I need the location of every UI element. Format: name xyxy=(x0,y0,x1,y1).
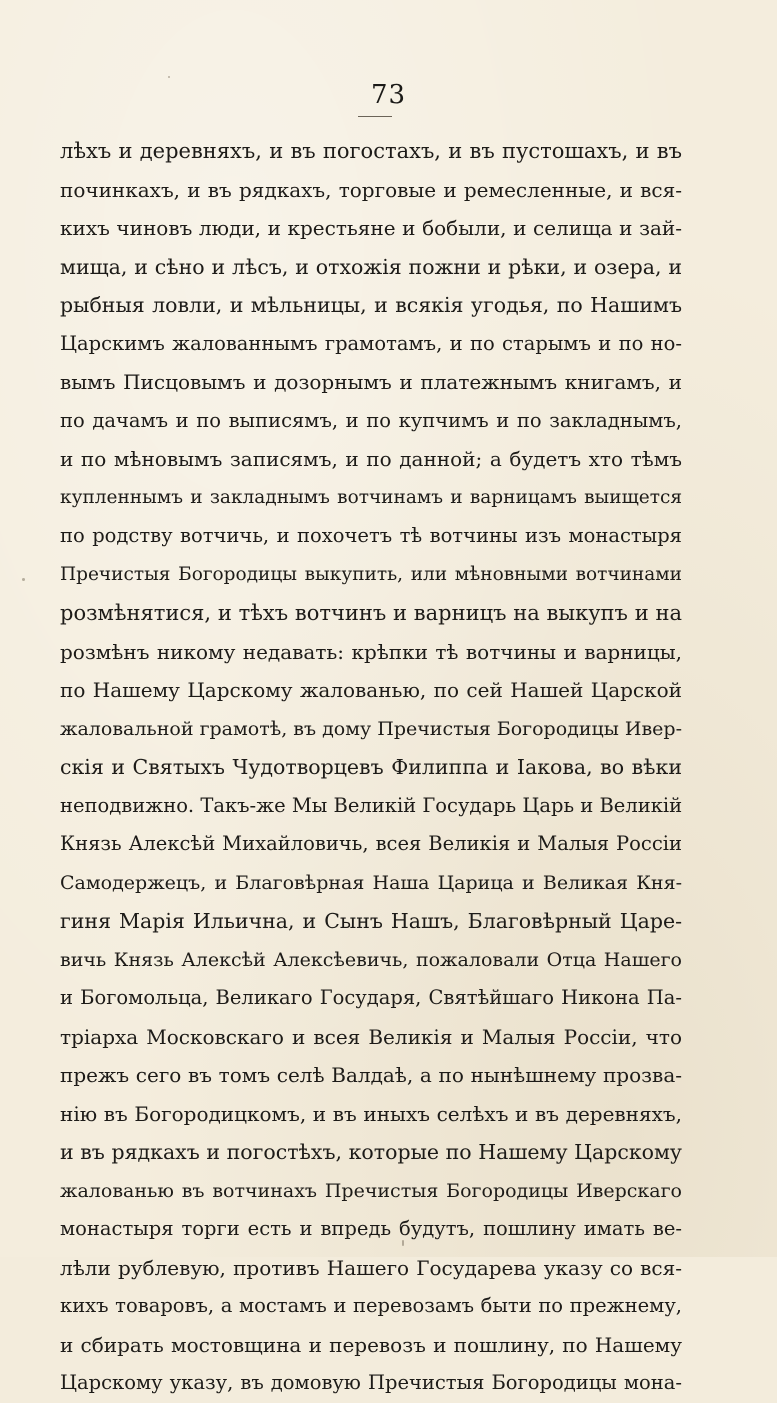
text-line: по Нашему Царскому жалованью, по сей Нашей Царской xyxy=(60,678,682,702)
text-line: вичь Князь Алексѣй Алексѣевичь, пожаловали Отца Нашего xyxy=(60,948,682,971)
text-line: неподвижно. Такъ-же Мы Великій Государь Царь и Великій xyxy=(60,793,683,817)
text-line: и въ рядкахъ и погостѣхъ, которые по Нашему Царскому xyxy=(60,1140,682,1164)
text-line: гиня Марія Ильична, и Сынъ Нашъ, Благовѣрный Царе- xyxy=(60,909,682,933)
text-line: Царскимъ жалованнымъ грамотамъ, и по старымъ и по но- xyxy=(60,331,682,355)
text-line: мища, и сѣно и лѣсъ, и отхожія пожни и рѣки, и озера, и xyxy=(60,254,682,279)
text-line: монастыря торги есть и впредь будутъ, пошлину имать ве- xyxy=(60,1217,682,1240)
text-line: вымъ Писцовымъ и дозорнымъ и платежнымъ книгамъ, и xyxy=(60,370,682,394)
paper-speck xyxy=(402,1240,404,1246)
text-line: и сбирать мостовщина и перевозъ и пошлину, по Нашему xyxy=(60,1332,682,1357)
body-text xyxy=(60,132,682,1403)
text-line: кихъ товаровъ, а мостамъ и перевозамъ быти по прежнему, xyxy=(60,1294,682,1317)
text-line: и Богомольца, Великаго Государя, Святѣйшаго Никона Па- xyxy=(60,986,682,1009)
text-line: кихъ чиновъ люди, и крестьяне и бобыли, и селища и зай- xyxy=(60,216,682,240)
paper-speck xyxy=(22,578,25,581)
text-line: Царскому указу, въ домовую Пречистыя Богородицы мона- xyxy=(60,1371,682,1394)
page-number-underline xyxy=(358,116,392,117)
paper-speck xyxy=(168,76,170,78)
text-line: и по мѣновымъ записямъ, и по данной; а будетъ хто тѣмъ xyxy=(60,447,682,471)
text-line: лѣли рублевую, противъ Нашего Государева указу со вся- xyxy=(60,1255,682,1280)
text-line: Самодержецъ, и Благовѣрная Наша Царица и Великая Кня- xyxy=(60,871,682,894)
text-line: рыбныя ловли, и мѣльницы, и всякія угодья, по Нашимъ xyxy=(60,293,682,317)
text-line: жаловальной грамотѣ, въ дому Пречистыя Богородицы Ивер- xyxy=(60,717,682,740)
text-line: жалованью въ вотчинахъ Пречистыя Богородицы Иверскаго xyxy=(60,1179,682,1202)
page-number: 73 xyxy=(370,80,407,110)
text-line: Князь Алексѣй Михайловичь, всея Великія и Малыя Россіи xyxy=(60,832,682,855)
text-line: по дачамъ и по выписямъ, и по купчимъ и по закладнымъ, xyxy=(60,408,682,432)
text-line: нію въ Богородицкомъ, и въ иныхъ селѣхъ и въ деревняхъ, xyxy=(60,1101,682,1126)
text-line: Пречистыя Богородицы выкупить, или мѣновными вотчинами xyxy=(60,563,682,585)
text-line: прежъ сего въ томъ селѣ Валдаѣ, а по нынѣшнему прозва- xyxy=(60,1063,682,1087)
text-line: скія и Святыхъ Чудотворцевъ Филиппа и Іакова, во вѣки xyxy=(60,755,682,779)
text-line: починкахъ, и въ рядкахъ, торговые и ремесленные, и вся- xyxy=(60,177,682,202)
text-line: тріарха Московскаго и всея Великія и Малыя Россіи, что xyxy=(60,1024,682,1049)
text-line: купленнымъ и закладнымъ вотчинамъ и варницамъ выищется xyxy=(60,486,682,508)
text-line: розмѣнъ никому недавать: крѣпки тѣ вотчины и варницы, xyxy=(60,639,682,664)
text-line: по родству вотчичь, и похочетъ тѣ вотчины изъ монастыря xyxy=(60,524,682,547)
text-line: лѣхъ и деревняхъ, и въ погостахъ, и въ пустошахъ, и въ xyxy=(60,139,682,163)
text-line: розмѣнятися, и тѣхъ вотчинъ и варницъ на выкупъ и на xyxy=(60,601,682,625)
